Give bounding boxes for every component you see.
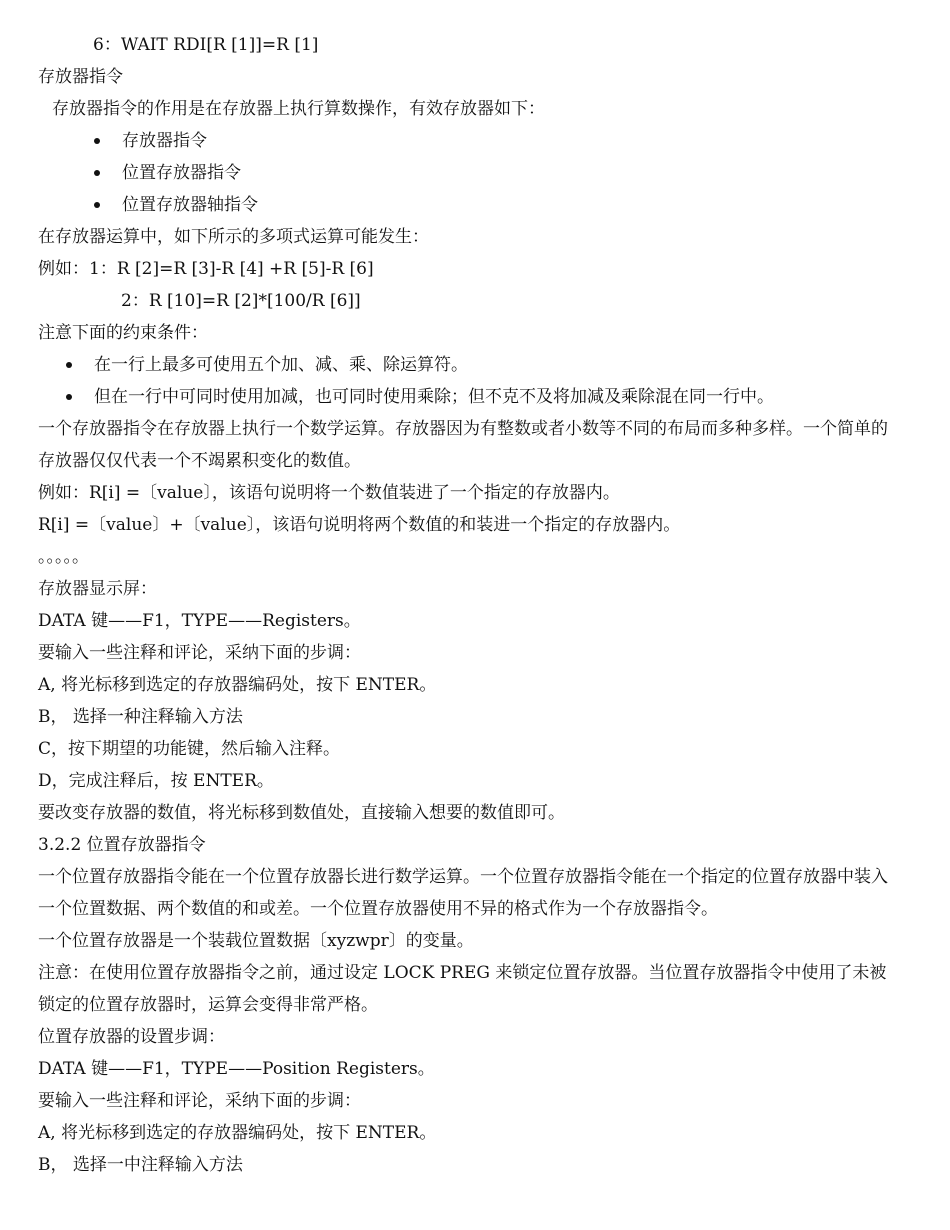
paragraph: 一个位置存放器指令能在一个位置存放器长进行数学运算。一个位置存放器指令能在一个指定的位置存放器中装入一个位置数据、两个数值的和或差。一个位置存放器使用不异的格式作为一个存放器指令。 <box>38 867 888 919</box>
paragraph: 在存放器运算中，如下所示的多项式运算可能发生： <box>38 227 429 247</box>
paragraph: 一个存放器指令在存放器上执行一个数学运算。存放器因为有整数或者小数等不同的布局而多种多样。一个简单的存放器仅仅代表一个不竭累积变化的数值。 <box>38 419 888 471</box>
document-page <box>38 29 898 1181</box>
bullet-icon <box>94 138 100 144</box>
bullet-icon <box>66 394 72 400</box>
paragraph: 存放器显示屏： <box>38 579 157 599</box>
bullet-icon <box>66 362 72 368</box>
list-item <box>38 157 898 189</box>
step-line: A, 将光标移到选定的存放器编码处，按下 ENTER。 <box>38 1123 437 1143</box>
paragraph: DATA 键——F1，TYPE——Position Registers。 <box>38 1059 435 1079</box>
note-paragraph: 注意：在使用位置存放器指令之前，通过设定 LOCK PREG 来锁定位置存放器。当位置存放器指令中使用了未被锁定的位置存放器时，运算会变得非常严格。 <box>38 963 887 1015</box>
paragraph: 要输入一些注释和评论，采纳下面的步调： <box>38 1091 361 1111</box>
list-item-text: 但在一行中可同时使用加减，也可同时使用乘除；但不克不及将加减及乘除混在同一行中。 <box>94 387 774 407</box>
list-item <box>38 125 898 157</box>
paragraph: 存放器指令的作用是在存放器上执行算数操作，有效存放器如下： <box>52 99 545 119</box>
step-line: D，完成注释后，按 ENTER。 <box>38 771 274 791</box>
list-item-text: 存放器指令 <box>122 131 207 151</box>
bullet-icon <box>94 170 100 176</box>
list-item <box>38 349 898 381</box>
example-line: 例如：1：R [2]=R [3]-R [4] +R [5]-R [6] <box>38 259 374 279</box>
list-item-text: 位置存放器轴指令 <box>122 195 258 215</box>
list-item <box>38 189 898 221</box>
step-line: B， 选择一中注释输入方法 <box>38 1155 243 1175</box>
example-line: 例如：R[i] =〔value〕，该语句说明将一个数值装进了一个指定的存放器内。 <box>38 483 620 503</box>
paragraph: 要改变存放器的数值，将光标移到数值处，直接输入想要的数值即可。 <box>38 803 565 823</box>
section-heading: 存放器指令 <box>38 67 123 87</box>
example-line: R[i] =〔value〕+〔value〕，该语句说明将两个数值的和装进一个指定的存放器内。 <box>38 515 681 535</box>
bullet-icon <box>94 202 100 208</box>
section-heading: 3.2.2 位置存放器指令 <box>38 835 206 855</box>
paragraph: 一个位置存放器是一个装载位置数据〔xyzwpr〕的变量。 <box>38 931 474 951</box>
paragraph: 要输入一些注释和评论，采纳下面的步调： <box>38 643 361 663</box>
ellipsis: 。。。。。 <box>38 547 89 567</box>
paragraph: 位置存放器的设置步调： <box>38 1027 225 1047</box>
example-line: 2：R [10]=R [2]*[100/R [6]] <box>121 291 361 311</box>
list-item <box>38 381 898 413</box>
step-line: A, 将光标移到选定的存放器编码处，按下 ENTER。 <box>38 675 437 695</box>
list-item-text: 位置存放器指令 <box>122 163 241 183</box>
step-line: C，按下期望的功能键，然后输入注释。 <box>38 739 341 759</box>
paragraph: 注意下面的约束条件： <box>38 323 208 343</box>
code-line: 6：WAIT RDI[R [1]]=R [1] <box>93 35 319 55</box>
list-item-text: 在一行上最多可使用五个加、减、乘、除运算符。 <box>94 355 468 375</box>
step-line: B， 选择一种注释输入方法 <box>38 707 243 727</box>
paragraph: DATA 键——F1，TYPE——Registers。 <box>38 611 361 631</box>
